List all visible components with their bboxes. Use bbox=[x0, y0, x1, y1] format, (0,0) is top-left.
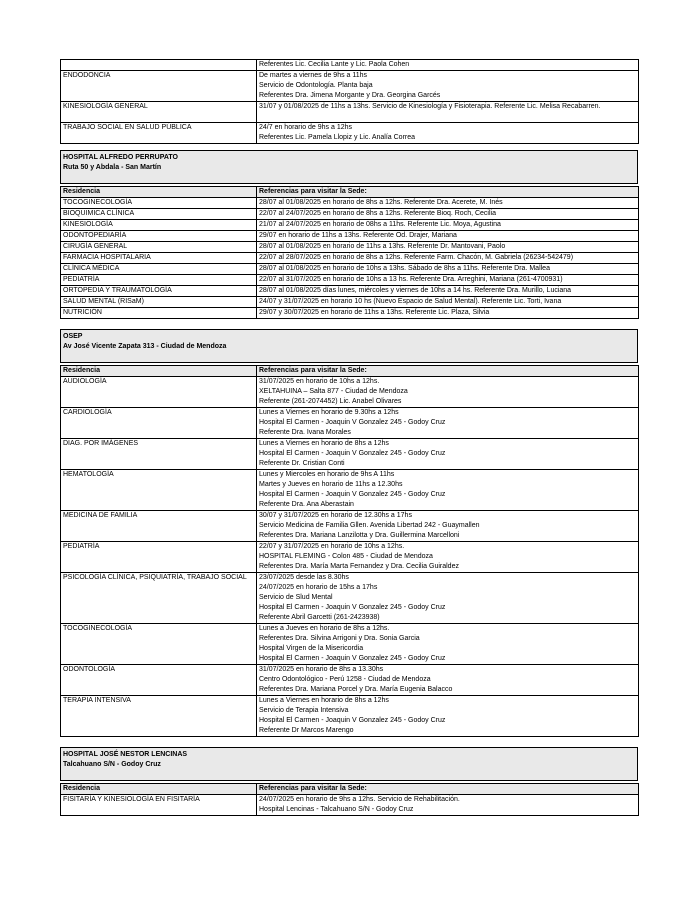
table-row bbox=[61, 696, 639, 737]
document-page bbox=[60, 59, 638, 816]
residencia-cell: ENDODONCIA bbox=[61, 71, 257, 102]
hospital-header bbox=[60, 150, 638, 184]
referencia-line: 29/07 y 30/07/2025 en horario de 11hs a 13hs. Referente Lic. Plaza, Silvia bbox=[259, 309, 490, 316]
referencia-line: Servicio de Odontología. Planta baja bbox=[259, 82, 373, 89]
referencia-line: Hospital El Carmen - Joaquin V Gonzalez 245 - Godoy Cruz bbox=[259, 604, 446, 611]
table-row bbox=[61, 470, 639, 511]
referencias-cell bbox=[257, 220, 639, 231]
referencia-line: 21/07 al 24/07/2025 en horario de 08hs a 11hs. Referente Lic. Moya, Agustina bbox=[259, 221, 501, 228]
referencia-line: Martes y Jueves en horario de 11hs a 12.30hs bbox=[259, 481, 403, 488]
referencias-cell bbox=[257, 795, 639, 816]
referencia-line: Lunes a Viernes en horario de 8hs a 12hs bbox=[259, 697, 389, 704]
referencia-line: Lunes a Viernes en horario de 9.30hs a 12hs bbox=[259, 409, 399, 416]
referencia-line: Lunes a Viernes en horario de 8hs a 12hs bbox=[259, 440, 389, 447]
referencia-line: Lunes a Jueves en horario de 8hs a 12hs. bbox=[259, 625, 390, 632]
referencias-cell bbox=[257, 102, 639, 123]
residencia-cell: FARMACIA HOSPITALARIA bbox=[61, 253, 257, 264]
hospital-name: OSEP bbox=[63, 333, 83, 340]
referencias-cell bbox=[257, 297, 639, 308]
residencia-cell: BIOQUIMICA CLÍNICA bbox=[61, 209, 257, 220]
referencia-line: 28/07 al 01/08/2025 días lunes, miércoles y viernes de 10hs a 14 hs. Referente Dra. Murillo, Luciana bbox=[259, 287, 572, 294]
residencia-cell: CARDIOLOGÍA bbox=[61, 408, 257, 439]
referencia-line: 23/07/2025 desde las 8.30hs bbox=[259, 574, 349, 581]
referencias-cell bbox=[257, 665, 639, 696]
referencias-cell bbox=[257, 231, 639, 242]
referencias-cell bbox=[257, 511, 639, 542]
residencia-cell: PEDIATRÍA bbox=[61, 275, 257, 286]
table-row bbox=[61, 209, 639, 220]
residencia-cell: ODONTOLOGÍA bbox=[61, 665, 257, 696]
table-row bbox=[61, 253, 639, 264]
hospital-table bbox=[60, 186, 639, 319]
residencia-cell: SALUD MENTAL (RISaM) bbox=[61, 297, 257, 308]
referencia-line: Hospital Virgen de la Misericordia bbox=[259, 645, 364, 652]
table-row bbox=[61, 123, 639, 144]
table-row bbox=[61, 542, 639, 573]
column-header-residencia: Residencia bbox=[61, 187, 257, 198]
residencia-cell: AUDIOLOGÍA bbox=[61, 377, 257, 408]
referencia-line: Referentes Dra. María Marta Fernandez y Dra. Cecilia Guiraldez bbox=[259, 563, 459, 570]
referencia-line: Referentes Dra. Mariana Lanzilotta y Dra. Guillermina Marcelloni bbox=[259, 532, 460, 539]
referencia-line: 22/07 y 31/07/2025 en horario de 10hs a 12hs. bbox=[259, 543, 405, 550]
table-row bbox=[61, 439, 639, 470]
table-row bbox=[61, 511, 639, 542]
hospital-table bbox=[60, 783, 639, 816]
referencias-cell bbox=[257, 286, 639, 297]
referencia-line: Referente Abril Garcetti (261-2423938) bbox=[259, 614, 380, 621]
residencia-cell: CLÍNICA MÉDICA bbox=[61, 264, 257, 275]
referencia-line: 24/7 en horario de 9hs a 12hs bbox=[259, 124, 353, 131]
table-row bbox=[61, 71, 639, 102]
residencia-cell: CIRUGÍA GENERAL bbox=[61, 242, 257, 253]
table-row bbox=[61, 102, 639, 123]
referencia-line: Referente Dr. Cristian Conti bbox=[259, 460, 345, 467]
referencia-line: 24/07 y 31/07/2025 en horario 10 hs (Nuevo Espacio de Salud Mental). Referente Lic. Torti, Ivana bbox=[259, 298, 562, 305]
referencias-cell bbox=[257, 470, 639, 511]
table-row bbox=[61, 624, 639, 665]
referencias-cell bbox=[257, 624, 639, 665]
residencia-cell: KINESIOLOGÍA bbox=[61, 220, 257, 231]
referencias-cell bbox=[257, 542, 639, 573]
residencia-cell: ORTOPEDIA Y TRAUMATOLOGÍA bbox=[61, 286, 257, 297]
referencia-line: XELTAHUINA – Salta 877 - Ciudad de Mendoza bbox=[259, 388, 408, 395]
referencia-line: 22/07 al 28/07/2025 en horario de 8hs a 12hs. Referente Farm. Chacón, M. Gabriela (26234-542479) bbox=[259, 254, 574, 261]
continuation-table bbox=[60, 59, 639, 144]
referencia-line: 31/07/2025 en horario de 10hs a 12hs. bbox=[259, 378, 380, 385]
referencia-line: Referentes Lic. Cecilia Lante y Lic. Paola Cohen bbox=[259, 61, 410, 68]
hospital-address: Talcahuano S/N - Godoy Cruz bbox=[63, 761, 161, 768]
residencia-cell: TOCOGINECOLOGÍA bbox=[61, 198, 257, 209]
table-row bbox=[61, 408, 639, 439]
referencias-cell bbox=[257, 60, 639, 71]
referencia-line: Servicio Medicina de Familia Gllen. Avenida Libertad 242 - Guaymallen bbox=[259, 522, 480, 529]
referencia-line: 28/07 al 01/08/2025 en horario de 10hs a 13hs. Sábado de 8hs a 11hs. Referente Dra. Mallea bbox=[259, 265, 550, 272]
table-header-row bbox=[61, 366, 639, 377]
table-row bbox=[61, 286, 639, 297]
table-row bbox=[61, 198, 639, 209]
table-row bbox=[61, 231, 639, 242]
referencia-line: 24/07/2025 en horario de 9hs a 12hs. Servicio de Rehabilitación. bbox=[259, 796, 460, 803]
table-row bbox=[61, 308, 639, 319]
residencia-cell: PSICOLOGÍA CLÍNICA, PSIQUIATRÍA, TRABAJO SOCIAL bbox=[61, 573, 257, 624]
column-header-referencias: Referencias para visitar la Sede: bbox=[257, 366, 639, 377]
referencia-line: Centro Odontológico - Perú 1258 - Ciudad de Mendoza bbox=[259, 676, 431, 683]
residencia-cell: HEMATOLOGÍA bbox=[61, 470, 257, 511]
column-header-residencia: Residencia bbox=[61, 366, 257, 377]
table-row bbox=[61, 377, 639, 408]
hospital-header bbox=[60, 329, 638, 363]
referencia-line: 31/07/2025 en horario de 8hs a 13.30hs bbox=[259, 666, 384, 673]
column-header-referencias: Referencias para visitar la Sede: bbox=[257, 187, 639, 198]
referencia-line: Hospital El Carmen - Joaquin V Gonzalez 245 - Godoy Cruz bbox=[259, 419, 446, 426]
table-row bbox=[61, 264, 639, 275]
residencia-cell: TOCOGINECOLOGÍA bbox=[61, 624, 257, 665]
referencia-line: Referente Dra. Ivana Morales bbox=[259, 429, 351, 436]
residencia-cell: MEDICINA DE FAMILIA bbox=[61, 511, 257, 542]
referencias-cell bbox=[257, 696, 639, 737]
table-row bbox=[61, 242, 639, 253]
referencias-cell bbox=[257, 408, 639, 439]
referencia-line: Referente Dra. Ana Aberastain bbox=[259, 501, 354, 508]
table-header-row bbox=[61, 187, 639, 198]
referencias-cell bbox=[257, 573, 639, 624]
referencia-line: 28/07 al 01/08/2025 en horario de 11hs a 13hs. Referente Dr. Mantovani, Paolo bbox=[259, 243, 506, 250]
referencia-line: Servicio de Terapia Intensiva bbox=[259, 707, 349, 714]
referencia-line: 31/07 y 01/08/2025 de 11hs a 13hs. Servicio de Kinesiología y Fisioterapia. Referente Lic. Melisa Recabarren. bbox=[259, 103, 601, 110]
referencia-line: 28/07 al 01/08/2025 en horario de 8hs a 12hs. Referente Dra. Acerete, M. Inés bbox=[259, 199, 503, 206]
hospital-table bbox=[60, 365, 639, 737]
referencia-line: Referentes Lic. Pamela Llopiz y Lic. Analía Correa bbox=[259, 134, 416, 141]
referencia-line: De martes a viernes de 9hs a 11hs bbox=[259, 72, 368, 79]
referencia-line: Hospital Lencinas - Talcahuano S/N - Godoy Cruz bbox=[259, 806, 414, 813]
referencia-line: Hospital El Carmen - Joaquin V Gonzalez 245 - Godoy Cruz bbox=[259, 491, 446, 498]
referencia-line: Referentes Dra. Jimena Morgante y Dra. Georgina Garcés bbox=[259, 92, 441, 99]
referencias-cell bbox=[257, 439, 639, 470]
referencia-line: 24/07/2025 en horario de 15hs a 17hs bbox=[259, 584, 378, 591]
table-row bbox=[61, 297, 639, 308]
referencias-cell bbox=[257, 275, 639, 286]
residencia-cell: DIAG. POR IMÁGENES bbox=[61, 439, 257, 470]
hospital-address: Ruta 50 y Abdala - San Martín bbox=[63, 164, 162, 171]
residencia-cell: FISITARÍA Y KINESIOLOGÍA EN FISITARÍA bbox=[61, 795, 257, 816]
referencia-line: Hospital El Carmen - Joaquin V Gonzalez 245 - Godoy Cruz bbox=[259, 450, 446, 457]
referencia-line: Referentes Dra. Silvina Arrigoni y Dra. Sonia Garcia bbox=[259, 635, 420, 642]
table-row bbox=[61, 220, 639, 231]
referencia-line bbox=[259, 112, 636, 122]
referencia-line: 29/07 en horario de 11hs a 13hs. Referente Od. Drajer, Mariana bbox=[259, 232, 457, 239]
referencia-line: 30/07 y 31/07/2025 en horario de 12.30hs a 17hs bbox=[259, 512, 412, 519]
table-row bbox=[61, 665, 639, 696]
residencia-cell bbox=[61, 60, 257, 71]
referencia-line: Hospital El Carmen - Joaquin V Gonzalez 245 - Godoy Cruz bbox=[259, 717, 446, 724]
referencia-line: HOSPITAL FLEMING - Colon 485 - Ciudad de Mendoza bbox=[259, 553, 433, 560]
referencia-line: 22/07 al 31/07/2025 en horario de 10hs a 13 hs. Referente Dra. Arreghini, Mariana (261-4700931) bbox=[259, 276, 563, 283]
residencia-cell: TRABAJO SOCIAL EN SALUD PÚBLICA bbox=[61, 123, 257, 144]
referencias-cell bbox=[257, 242, 639, 253]
referencias-cell bbox=[257, 209, 639, 220]
residencia-cell: KINESIOLOGÍA GENERAL bbox=[61, 102, 257, 123]
referencias-cell bbox=[257, 123, 639, 144]
referencia-line: 22/07 al 24/07/2025 en horario de 8hs a 12hs. Referente Bioq. Roch, Cecilia bbox=[259, 210, 496, 217]
residencia-cell: PEDIATRÍA bbox=[61, 542, 257, 573]
referencia-line: Referentes Dra. Mariana Porcel y Dra. María Eugenia Balacco bbox=[259, 686, 453, 693]
column-header-referencias: Referencias para visitar la Sede: bbox=[257, 784, 639, 795]
referencias-cell bbox=[257, 71, 639, 102]
referencias-cell bbox=[257, 264, 639, 275]
table-row bbox=[61, 275, 639, 286]
referencias-cell bbox=[257, 198, 639, 209]
table-row bbox=[61, 60, 639, 71]
referencia-line: Servicio de Slud Mental bbox=[259, 594, 333, 601]
referencia-line: Lunes y Miercoles en horario de 9hs A 11hs bbox=[259, 471, 395, 478]
table-header-row bbox=[61, 784, 639, 795]
residencia-cell: ODONTOPEDIARÍA bbox=[61, 231, 257, 242]
hospital-header bbox=[60, 747, 638, 781]
table-row bbox=[61, 573, 639, 624]
referencias-cell bbox=[257, 308, 639, 319]
referencia-line: Referente (261-2074452) Lic. Anabel Olivares bbox=[259, 398, 402, 405]
referencias-cell bbox=[257, 377, 639, 408]
table-row bbox=[61, 795, 639, 816]
residencia-cell: NUTRICIÓN bbox=[61, 308, 257, 319]
residencia-cell: TERAPIA INTENSIVA bbox=[61, 696, 257, 737]
referencia-line: Hospital El Carmen - Joaquin V Gonzalez 245 - Godoy Cruz bbox=[259, 655, 446, 662]
referencias-cell bbox=[257, 253, 639, 264]
hospital-name: HOSPITAL JOSÉ NESTOR LENCINAS bbox=[63, 751, 188, 758]
hospital-name: HOSPITAL ALFREDO PERRUPATO bbox=[63, 154, 178, 161]
referencia-line: Referente Dr Marcos Marengo bbox=[259, 727, 354, 734]
column-header-residencia: Residencia bbox=[61, 784, 257, 795]
hospital-address: Av José Vicente Zapata 313 - Ciudad de Mendoza bbox=[63, 343, 227, 350]
